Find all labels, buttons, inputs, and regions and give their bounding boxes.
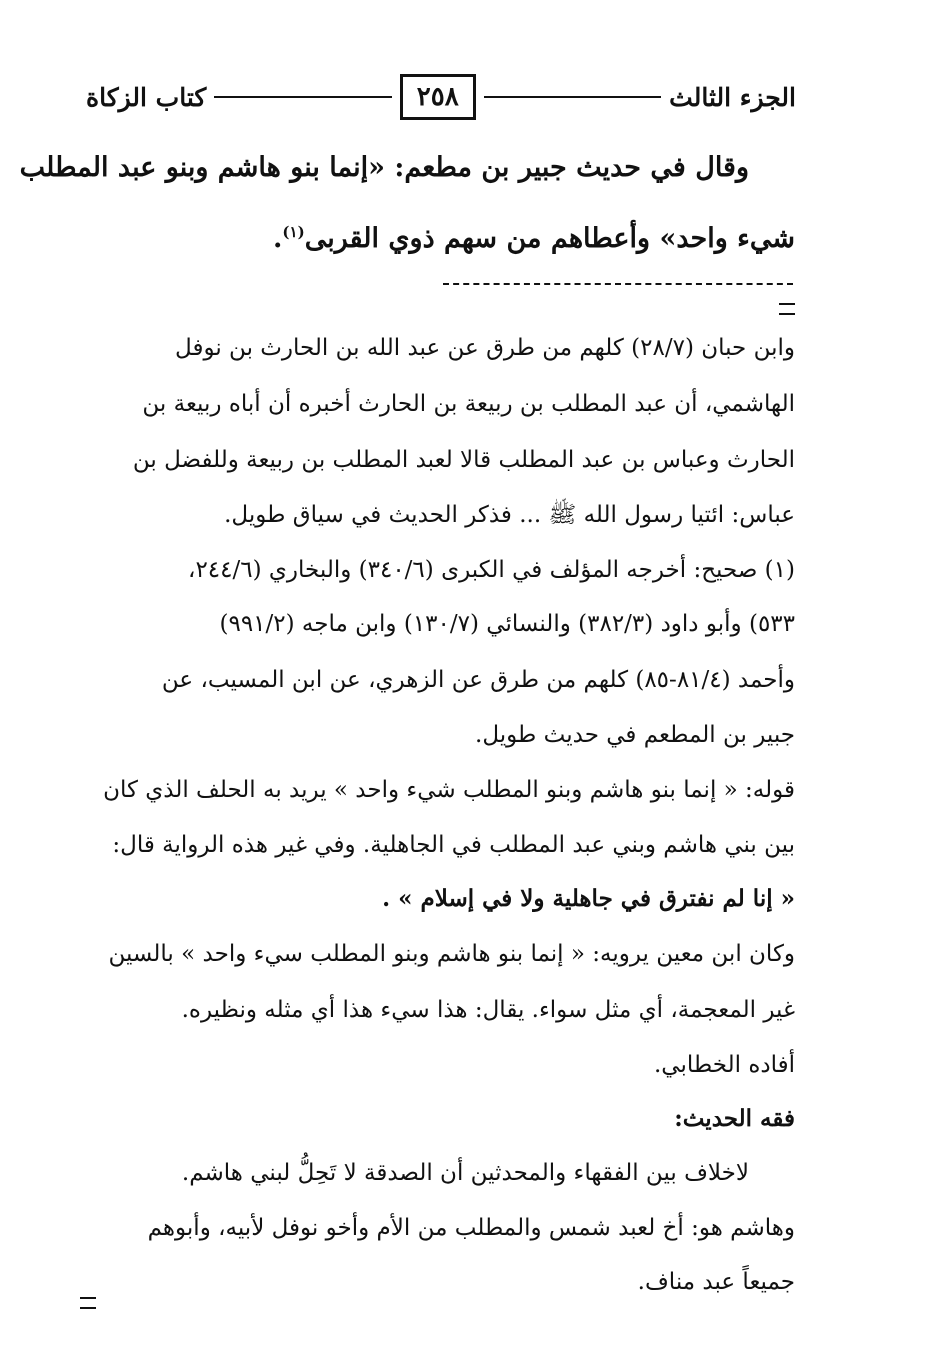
page-number: ٢٥٨ (400, 74, 476, 120)
book-label: كتاب الزكاة (86, 82, 207, 112)
fiqh-line: جميعاً عبد مناف. (637, 1269, 795, 1295)
commentary-line: أفاده الخطابي. (654, 1052, 795, 1078)
footnote-1-line: ٥٣٣) وأبو داود (٣٨٢/٣) والنسائي (١٣٠/٧) وابن ماجه (٩٩١/٢) (219, 611, 795, 637)
footnote-1-line: (١) صحيح: أخرجه المؤلف في الكبرى (٣٤٠/٦) والبخاري (٢٤٤/٦، (188, 557, 795, 583)
main-text-line-2 (273, 212, 795, 252)
continuation-mark (779, 303, 795, 315)
main-text-line-2-end: . (273, 223, 283, 254)
commentary-line: غير المعجمة، أي مثل سواء. يقال: هذا سيء هذا أي مثله ونظيره. (181, 997, 795, 1023)
header-rule-right (484, 96, 661, 98)
running-header (86, 72, 796, 122)
commentary-line: قوله: « إنما بنو هاشم وبنو المطلب شيء واحد » يريد به الحلف الذي كان (103, 777, 795, 803)
header-rule-left (214, 96, 391, 98)
fiqh-heading: فقه الحديث: (674, 1105, 795, 1132)
fiqh-line: لاخلاف بين الفقهاء والمحدثين أن الصدقة لا تَحِلُّ لبني هاشم. (181, 1160, 749, 1186)
footnote-continuation-line: وابن حبان (٢٨/٧) كلهم من طرق عن عبد الله بن الحارث بن نوفل (175, 335, 795, 361)
footnote-1-line: جبير بن المطعم في حديث طويل. (475, 722, 795, 748)
footnote-continuation-line: الهاشمي، أن عبد المطلب بن ربيعة بن الحارث أخبره أن أباه ربيعة بن (142, 391, 795, 417)
commentary-line: بين بني هاشم وبني عبد المطلب في الجاهلية. وفي غير هذه الرواية قال: (112, 832, 795, 858)
commentary-line: « إنا لم نفترق في جاهلية ولا في إسلام » . (382, 885, 795, 912)
footnote-divider (443, 283, 793, 285)
commentary-line: وكان ابن معين يرويه: « إنما بنو هاشم وبنو المطلب سيء واحد » بالسين (108, 941, 795, 967)
footnote-ref: (١) (282, 223, 305, 241)
part-label: الجزء الثالث (669, 82, 796, 112)
footnote-continuation-line: عباس: ائتيا رسول الله ﷺ ... فذكر الحديث في سياق طويل. (224, 502, 795, 528)
main-text-line-2-body: شيء واحد» وأعطاهم من سهم ذوي القربى (304, 223, 795, 254)
footnote-1-line: وأحمد (٨١/٤-٨٥) كلهم من طرق عن الزهري، عن ابن المسيب، عن (161, 667, 795, 693)
main-text-line-1: وقال في حديث جبير بن مطعم: «إنما بنو هاشم وبنو عبد المطلب (19, 152, 749, 183)
fiqh-line: وهاشم هو: أخ لعبد شمس والمطلب من الأم وأخو نوفل لأبيه، وأبوهم (147, 1215, 795, 1241)
footnote-continuation-line: الحارث وعباس بن عبد المطلب قالا لعبد المطلب بن ربيعة وللفضل بن (132, 447, 795, 473)
continuation-mark (80, 1297, 96, 1309)
